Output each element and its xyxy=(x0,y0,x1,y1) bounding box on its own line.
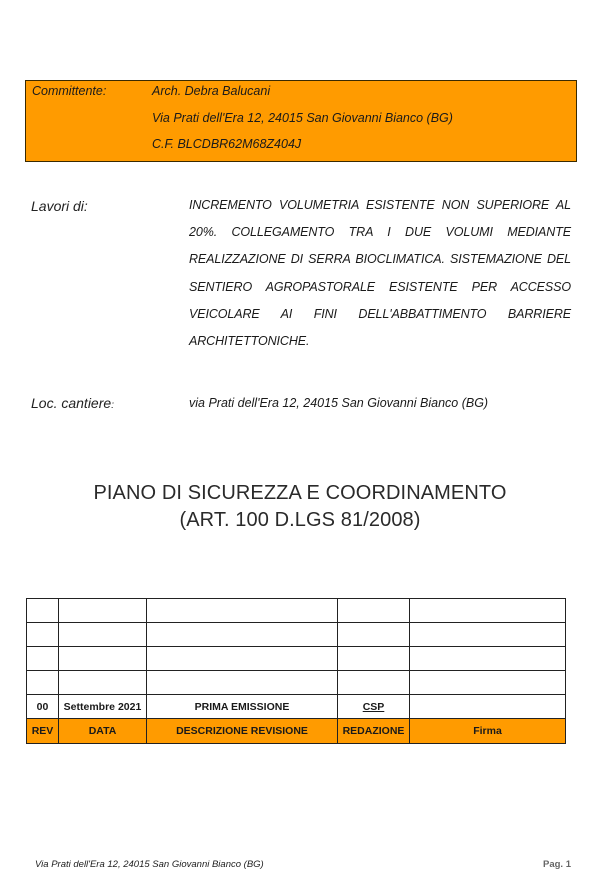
client-box xyxy=(25,80,577,162)
table-cell xyxy=(410,623,566,647)
table-cell xyxy=(59,599,147,623)
table-cell xyxy=(27,671,59,695)
works-label: Lavori di: xyxy=(31,198,88,214)
revision-number: 00 xyxy=(27,695,59,719)
site-address: via Prati dell'Era 12, 24015 San Giovanni Bianco (BG) xyxy=(189,396,489,410)
table-cell xyxy=(147,671,338,695)
table-cell xyxy=(147,647,338,671)
table-cell xyxy=(410,671,566,695)
client-address: Via Prati dell'Era 12, 24015 San Giovanni Bianco (BG) xyxy=(152,111,453,125)
table-cell xyxy=(338,623,410,647)
table-cell xyxy=(338,647,410,671)
header-date: DATA xyxy=(59,719,147,744)
revision-description: PRIMA EMISSIONE xyxy=(147,695,338,719)
table-cell xyxy=(59,647,147,671)
site-label-text: Loc. cantiere xyxy=(31,395,112,411)
client-label: Committente: xyxy=(32,84,107,98)
revision-row xyxy=(27,695,566,719)
table-row xyxy=(27,599,566,623)
footer-address: Via Prati dell'Era 12, 24015 San Giovanni Bianco (BG) xyxy=(35,859,264,870)
table-row xyxy=(27,623,566,647)
table-cell xyxy=(27,647,59,671)
title-line-2: (ART. 100 D.LGS 81/2008) xyxy=(179,509,421,531)
table-row xyxy=(27,671,566,695)
header-description: DESCRIZIONE REVISIONE xyxy=(147,719,338,744)
table-row xyxy=(27,647,566,671)
table-cell xyxy=(410,647,566,671)
client-name: Arch. Debra Balucani xyxy=(152,84,271,98)
works-description: INCREMENTO VOLUMETRIA ESISTENTE NON SUPERIORE AL 20%. COLLEGAMENTO TRA I DUE VOLUMI MEDIANTE REALIZZAZIONE DI SERRA BIOCLIMATICA. SISTEMAZIONE DEL SENTIERO AGROPASTORALE ESISTENTE PER ACCESSO VEICOLARE AI FINI DELL'ABBATTIMENTO BARRIERE ARCHITETTONICHE. xyxy=(189,198,571,349)
table-cell xyxy=(410,599,566,623)
document-title xyxy=(0,480,600,534)
table-cell xyxy=(147,599,338,623)
header-rev: REV xyxy=(27,719,59,744)
table-cell xyxy=(59,671,147,695)
revision-signature xyxy=(410,695,566,719)
header-author: REDAZIONE xyxy=(338,719,410,744)
revisions-table xyxy=(26,598,566,744)
client-fiscal-code: C.F. BLCDBR62M68Z404J xyxy=(152,137,302,151)
table-cell xyxy=(338,671,410,695)
revision-date: Settembre 2021 xyxy=(59,695,147,719)
title-line-1: PIANO DI SICUREZZA E COORDINAMENTO xyxy=(93,482,507,504)
table-cell xyxy=(147,623,338,647)
table-header-row xyxy=(27,719,566,744)
header-signature: Firma xyxy=(410,719,566,744)
table-cell xyxy=(27,623,59,647)
revision-author: CSP xyxy=(338,695,410,719)
table-cell xyxy=(338,599,410,623)
table-cell xyxy=(27,599,59,623)
site-label xyxy=(31,395,114,411)
page-number: Pag. 1 xyxy=(543,859,571,870)
site-label-colon: : xyxy=(111,399,115,411)
table-cell xyxy=(59,623,147,647)
